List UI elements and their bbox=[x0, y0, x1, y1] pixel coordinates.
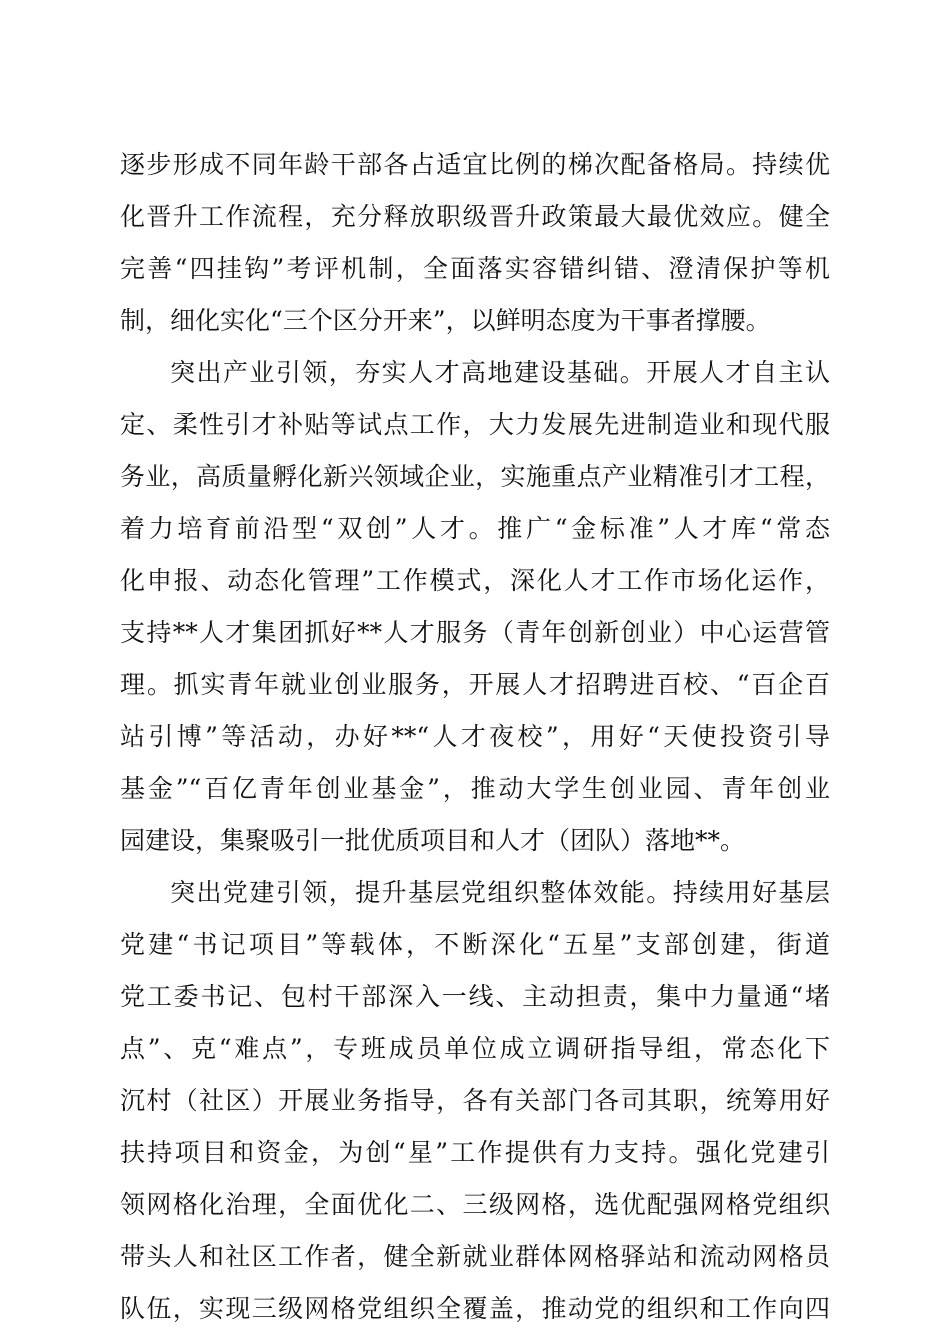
paragraph-2-line-7: 理。抓实青年就业创业服务，开展人才招聘进百校、“百企百 bbox=[120, 670, 830, 699]
paragraph-3-line-2: 党建“书记项目”等载体，不断深化“五星”支部创建，街道 bbox=[120, 930, 830, 959]
paragraph-1-line-3: 完善“四挂钩”考评机制，全面落实容错纠错、澄清保护等机 bbox=[120, 254, 830, 283]
paragraph-2-line-8: 站引博”等活动，办好**“人才夜校”，用好“天使投资引导 bbox=[120, 722, 830, 751]
paragraph-2-line-3: 务业，高质量孵化新兴领域企业，实施重点产业精准引才工程， bbox=[120, 462, 830, 491]
paragraph-1-line-1: 逐步形成不同年龄干部各占适宜比例的梯次配备格局。持续优 bbox=[120, 150, 830, 179]
paragraph-2-line-1: 突出产业引领，夯实人才高地建设基础。开展人才自主认 bbox=[170, 358, 830, 387]
paragraph-3-line-5: 沉村（社区）开展业务指导，各有关部门各司其职，统筹用好 bbox=[120, 1086, 830, 1115]
paragraph-2-line-6: 支持**人才集团抓好**人才服务（青年创新创业）中心运营管 bbox=[120, 618, 830, 647]
paragraph-3-line-1: 突出党建引领，提升基层党组织整体效能。持续用好基层 bbox=[170, 878, 830, 907]
body-text bbox=[120, 139, 830, 1335]
paragraph-2-line-9: 基金”“百亿青年创业基金”，推动大学生创业园、青年创业 bbox=[120, 774, 830, 803]
paragraph-2-line-2: 定、柔性引才补贴等试点工作，大力发展先进制造业和现代服 bbox=[120, 410, 830, 439]
paragraph-3-line-8: 带头人和社区工作者，健全新就业群体网格驿站和流动网格员 bbox=[120, 1242, 830, 1271]
paragraph-1-line-2: 化晋升工作流程，充分释放职级晋升政策最大最优效应。健全 bbox=[120, 202, 830, 231]
paragraph-2-line-5: 化申报、动态化管理”工作模式，深化人才工作市场化运作， bbox=[120, 566, 830, 595]
paragraph-2-line-4: 着力培育前沿型“双创”人才。推广“金标准”人才库“常态 bbox=[120, 514, 830, 543]
paragraph-3-line-7: 领网格化治理，全面优化二、三级网格，选优配强网格党组织 bbox=[120, 1190, 830, 1219]
paragraph-3-line-9: 队伍，实现三级网格党组织全覆盖，推动党的组织和工作向四 bbox=[120, 1294, 830, 1323]
paragraph-1-line-4: 制，细化实化“三个区分开来”，以鲜明态度为干事者撑腰。 bbox=[120, 306, 771, 335]
paragraph-3-line-6: 扶持项目和资金，为创“星”工作提供有力支持。强化党建引 bbox=[120, 1138, 830, 1167]
paragraph-3-line-3: 党工委书记、包村干部深入一线、主动担责，集中力量通“堵 bbox=[120, 982, 830, 1011]
paragraph-2-line-10: 园建设，集聚吸引一批优质项目和人才（团队）落地**。 bbox=[120, 826, 746, 855]
paragraph-3-line-4: 点”、克“难点”，专班成员单位成立调研指导组，常态化下 bbox=[120, 1034, 830, 1063]
